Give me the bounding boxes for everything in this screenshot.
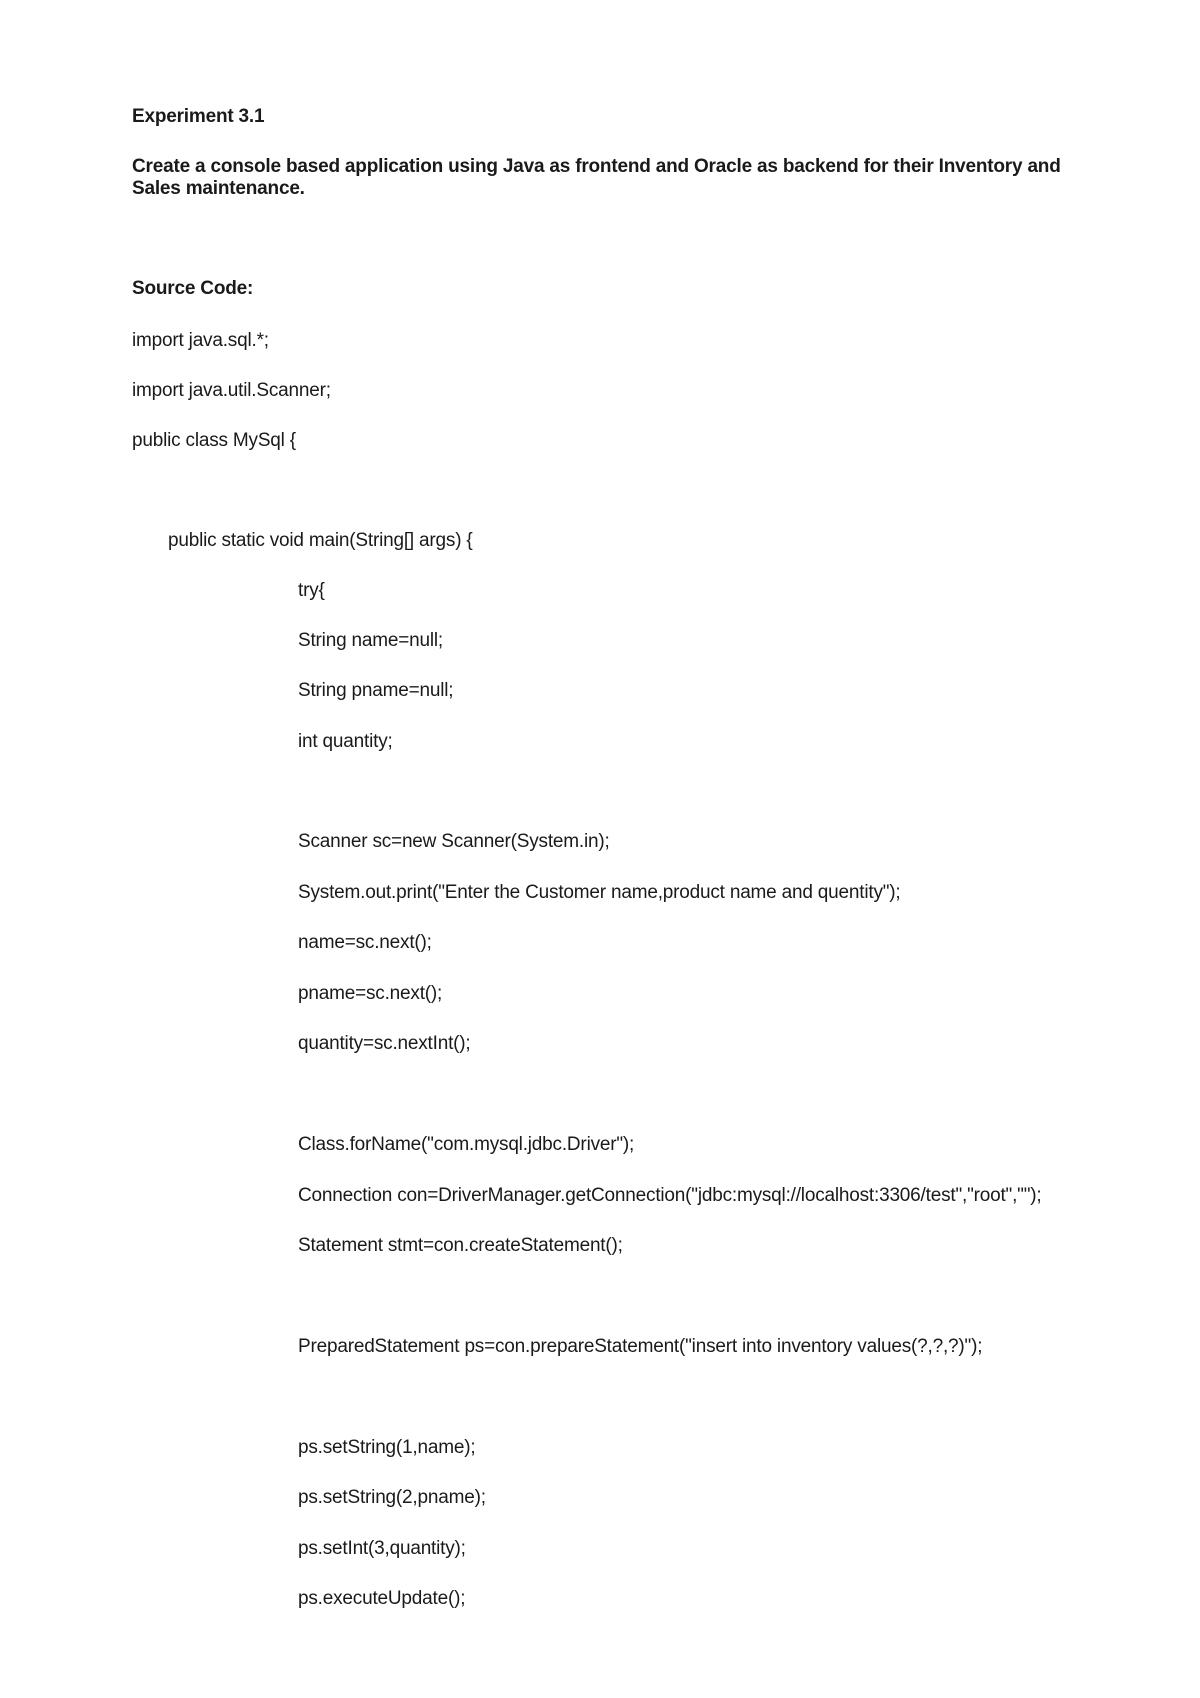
code-line: pname=sc.next(); (298, 983, 443, 1004)
code-line: Connection con=DriverManager.getConnection("jdbc:mysql://localhost:3306/test","root",""); (298, 1185, 1042, 1206)
experiment-aim: Create a console based application using Java as frontend and Oracle as backend for their Inventory and Sales maintenance. (132, 156, 1061, 199)
code-line: String name=null; (298, 630, 443, 651)
code-line: public static void main(String[] args) { (168, 530, 473, 551)
code-line: import java.util.Scanner; (132, 380, 331, 401)
experiment-title: Experiment 3.1 (132, 106, 265, 127)
source-code-label: Source Code: (132, 278, 254, 299)
code-line: public class MySql { (132, 430, 296, 451)
code-line: import java.sql.*; (132, 330, 269, 351)
code-line: System.out.print("Enter the Customer name,product name and quentity"); (298, 882, 901, 903)
code-line: Scanner sc=new Scanner(System.in); (298, 831, 610, 852)
code-line: PreparedStatement ps=con.prepareStatement("insert into inventory values(?,?,?)"); (298, 1336, 983, 1357)
code-line: quantity=sc.nextInt(); (298, 1033, 471, 1054)
code-line: try{ (298, 580, 325, 601)
code-line: name=sc.next(); (298, 932, 432, 953)
code-line: Statement stmt=con.createStatement(); (298, 1235, 623, 1256)
code-line: Class.forName("com.mysql.jdbc.Driver"); (298, 1134, 635, 1155)
code-line: ps.setString(1,name); (298, 1437, 476, 1458)
code-line: String pname=null; (298, 680, 454, 701)
code-line: int quantity; (298, 731, 393, 752)
code-line: ps.executeUpdate(); (298, 1588, 466, 1609)
code-line: ps.setInt(3,quantity); (298, 1538, 466, 1559)
code-line: ps.setString(2,pname); (298, 1487, 486, 1508)
